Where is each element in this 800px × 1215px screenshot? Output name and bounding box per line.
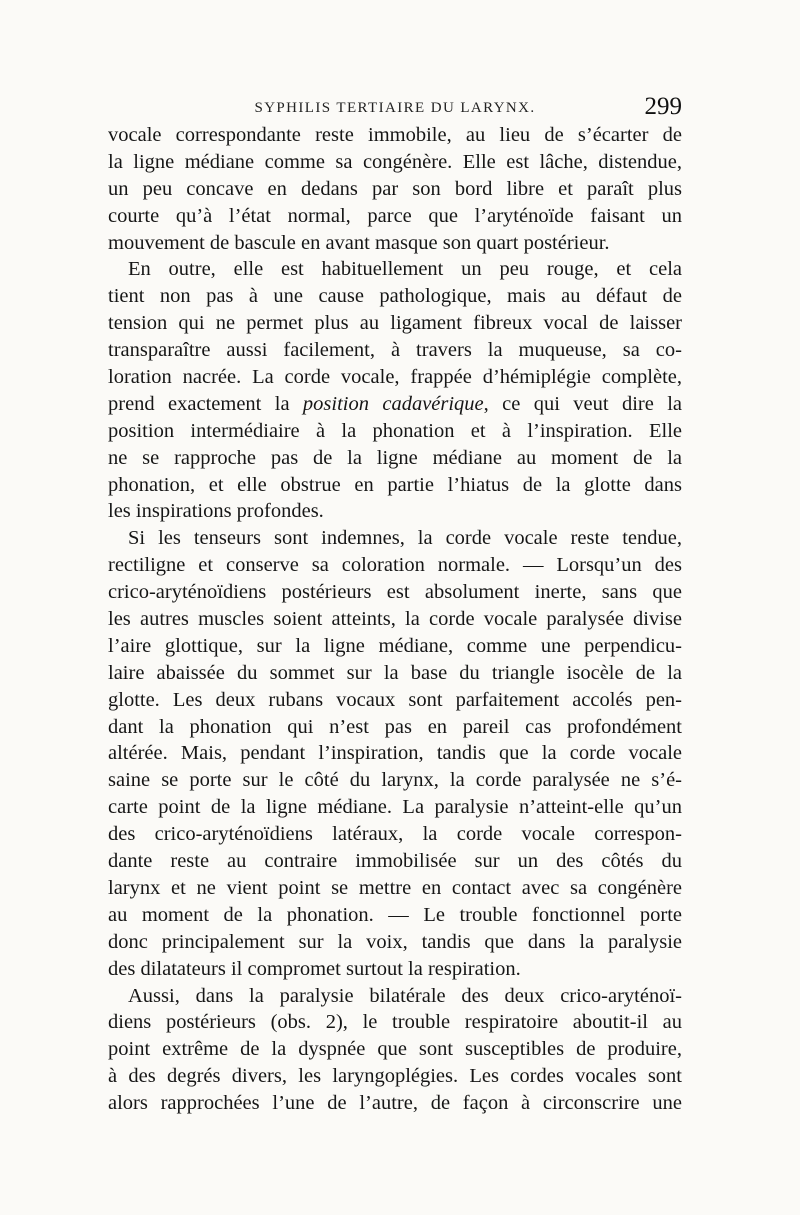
text-line: des dilatateurs il compromet surtout la respiration. — [108, 957, 521, 980]
text-line: vocale correspondante reste immobile, au lieu de s’écarter de — [108, 124, 682, 146]
text-line: courte qu’à l’état normal, parce que l’aryténoïde faisant un — [108, 204, 682, 227]
body-text — [108, 122, 682, 1117]
text-line: des crico-aryténoïdiens latéraux, la corde vocale correspon- — [108, 823, 682, 846]
text-line: carte point de la ligne médiane. La paralysie n’atteint-elle qu’un — [108, 796, 682, 819]
text-line: à des degrés divers, les laryngoplégies. Les cordes vocales sont — [108, 1065, 682, 1088]
italic-term: position cadavérique — [302, 392, 484, 415]
text-line: les inspirations profondes. — [108, 500, 324, 523]
text-line: point extrême de la dyspnée que sont susceptibles de produire, — [108, 1038, 682, 1061]
text-line: phonation, et elle obstrue en partie l’hiatus de la glotte dans — [108, 473, 682, 496]
text-segment: prend exactement la — [108, 392, 303, 415]
text-line: Aussi, dans la paralysie bilatérale des deux crico-aryténoï- — [128, 984, 682, 1007]
text-line: mouvement de bascule en avant masque son quart postérieur. — [108, 231, 610, 254]
text-line: la ligne médiane comme sa congénère. Elle est lâche, distendue, — [108, 150, 682, 173]
text-line: rectiligne et conserve sa coloration normale. — Lorsqu’un des — [108, 554, 682, 577]
running-head — [108, 93, 682, 120]
text-line: loration nacrée. La corde vocale, frappée d’hémiplégie complète, — [108, 366, 682, 389]
text-line: les autres muscles soient atteints, la corde vocale paralysée divise — [108, 608, 682, 631]
text-line: crico-aryténoïdiens postérieurs est absolument inerte, sans que — [108, 581, 682, 604]
text-line: En outre, elle est habituellement un peu rouge, et cela — [128, 258, 682, 281]
text-line: l’aire glottique, sur la ligne médiane, comme une perpendicu- — [108, 634, 682, 657]
text-line-mixed — [108, 391, 682, 418]
page-number: 299 — [644, 93, 682, 120]
text-segment: , ce qui veut dire la — [483, 392, 682, 415]
text-line: tient non pas à une cause pathologique, mais au défaut de — [108, 285, 682, 308]
text-line: laire abaissée du sommet sur la base du triangle isocèle de la — [108, 661, 682, 684]
text-line: Si les tenseurs sont indemnes, la corde vocale reste tendue, — [128, 527, 682, 550]
text-line: tension qui ne permet plus au ligament fibreux vocal de laisser — [108, 312, 682, 335]
text-line: ne se rapproche pas de la ligne médiane au moment de la — [108, 446, 682, 469]
text-line: transparaître aussi facilement, à travers la muqueuse, sa co- — [108, 339, 682, 362]
text-line: un peu concave en dedans par son bord libre et paraît plus — [108, 177, 682, 200]
text-line: diens postérieurs (obs. 2), le trouble respiratoire aboutit-il au — [108, 1011, 682, 1034]
text-line: saine se porte sur le côté du larynx, la corde paralysée ne s’é- — [108, 769, 682, 792]
text-line: dant la phonation qui n’est pas en pareil cas profondément — [108, 715, 682, 738]
text-line: alors rapprochées l’une de l’autre, de façon à circonscrire une — [108, 1092, 682, 1115]
text-line: donc principalement sur la voix, tandis que dans la paralysie — [108, 930, 682, 953]
text-line: au moment de la phonation. — Le trouble fonctionnel porte — [108, 903, 682, 926]
running-title: SYPHILIS TERTIAIRE DU LARYNX. — [254, 100, 536, 116]
text-line: glotte. Les deux rubans vocaux sont parfaitement accolés pen- — [108, 688, 682, 711]
text-line: altérée. Mais, pendant l’inspiration, tandis que la corde vocale — [108, 742, 682, 765]
text-line: larynx et ne vient point se mettre en contact avec sa congénère — [108, 876, 682, 899]
text-line: dante reste au contraire immobilisée sur un des côtés du — [108, 850, 682, 873]
text-line: position intermédiaire à la phonation et à l’inspiration. Elle — [108, 419, 682, 442]
